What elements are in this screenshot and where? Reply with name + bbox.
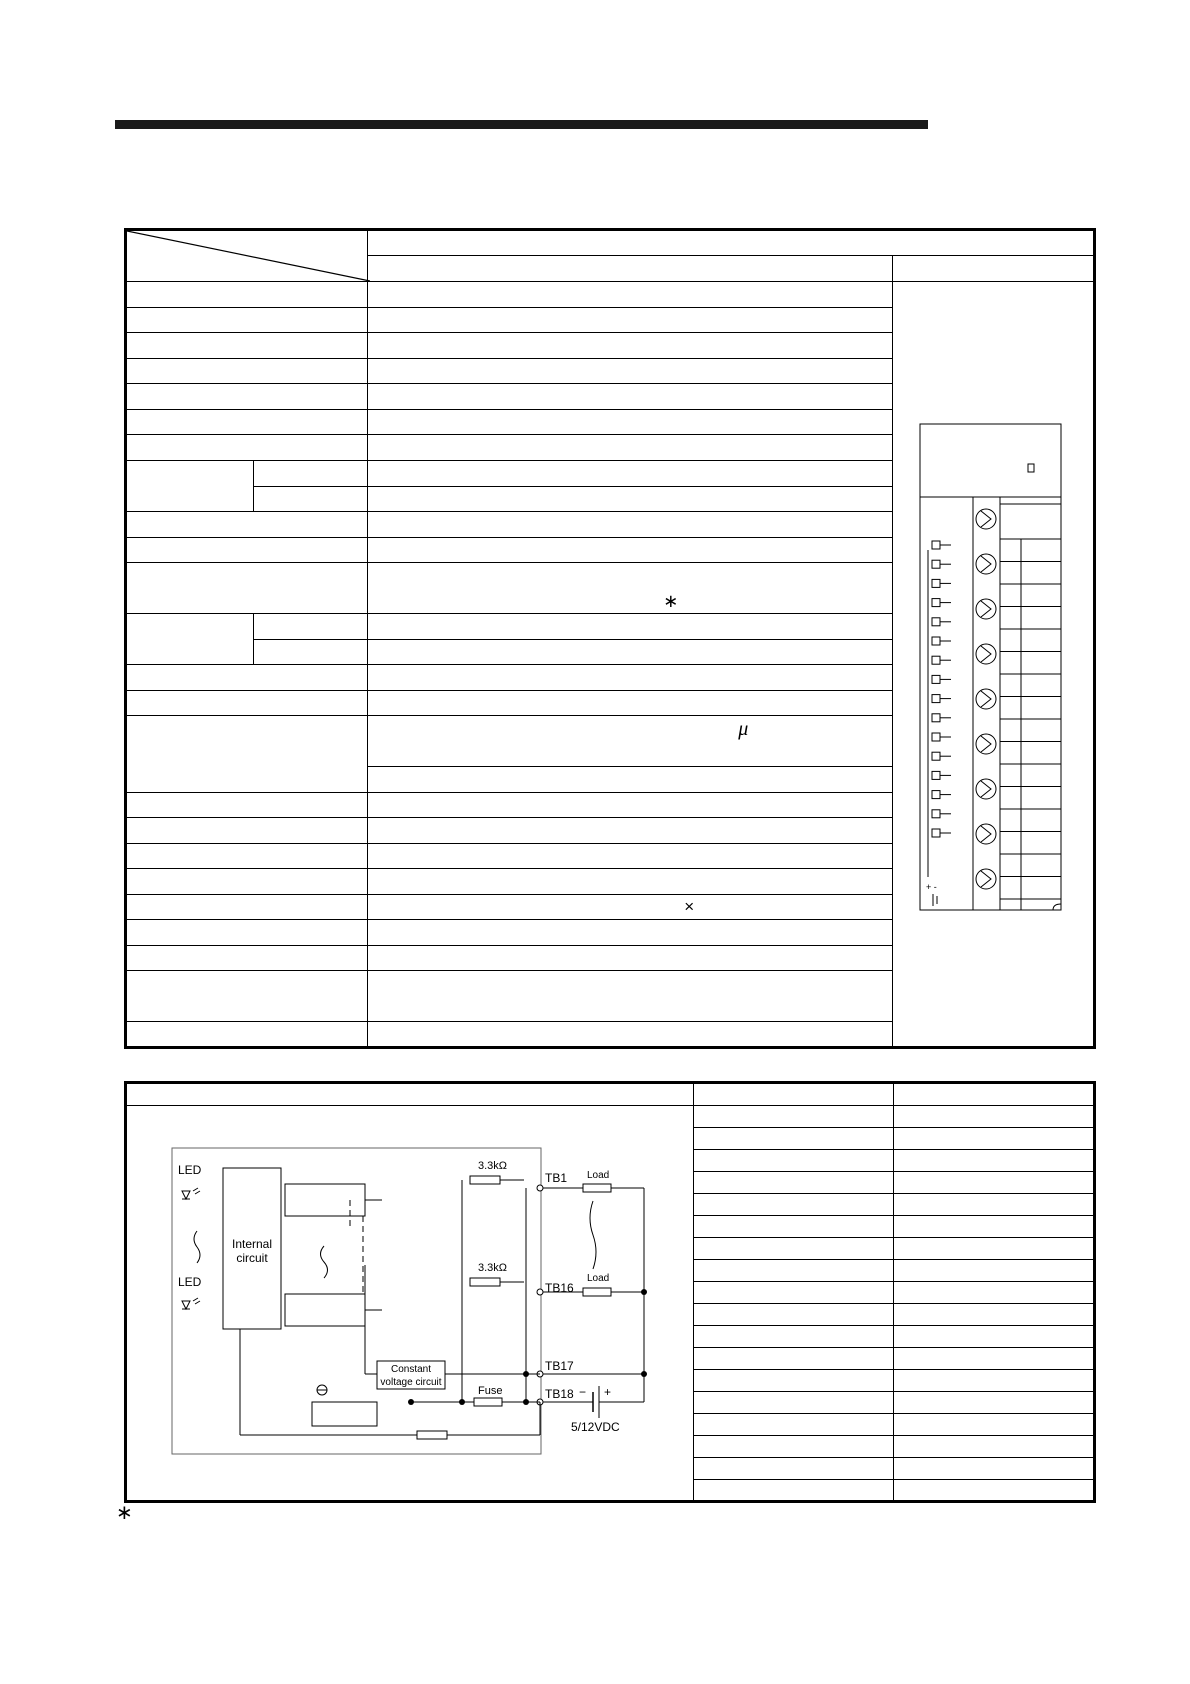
spec-row-value xyxy=(368,487,892,512)
spec-row-value xyxy=(368,538,892,563)
spec-row-value xyxy=(368,895,892,920)
signal-name-cell xyxy=(893,1106,1094,1128)
terminal-screw xyxy=(976,554,996,574)
spec-row-label xyxy=(126,665,368,691)
terminal-number-cell xyxy=(694,1436,893,1458)
spec-row-label xyxy=(126,895,368,920)
led-indicator xyxy=(932,695,940,703)
constant-voltage-label-2: voltage circuit xyxy=(380,1377,442,1388)
signal-name-cell xyxy=(893,1414,1094,1436)
spec-row-value xyxy=(368,844,892,869)
external-connection-diagram-cell xyxy=(126,1106,694,1502)
spec-row-label xyxy=(126,435,368,461)
spec-row-label xyxy=(126,793,368,818)
signal-name-cell xyxy=(893,1392,1094,1414)
spec-row-value xyxy=(368,333,892,359)
spec-row-label xyxy=(126,282,368,308)
terminal-screw-slot xyxy=(981,736,991,752)
terminal-header-cell xyxy=(694,1083,893,1106)
led-indicator xyxy=(932,829,940,837)
spec-row-value xyxy=(368,869,892,895)
terminal-number-cell xyxy=(694,1304,893,1326)
terminal-screw-slot xyxy=(981,646,991,662)
spec-row-label xyxy=(126,920,368,946)
resistor-label-mid: 3.3kΩ xyxy=(478,1262,508,1274)
specification-table xyxy=(124,228,1096,1049)
terminal-screw xyxy=(976,824,996,844)
terminal-number-cell xyxy=(694,1348,893,1370)
terminal-number-cell xyxy=(694,1326,893,1348)
spec-row-value xyxy=(368,971,892,1022)
signal-name-cell xyxy=(893,1348,1094,1370)
times-symbol: × xyxy=(684,897,695,916)
terminal-tb18-label: TB18 xyxy=(545,1387,574,1401)
asterisk-mark: ∗ xyxy=(663,591,679,611)
spec-row-sublabel xyxy=(253,640,368,665)
spec-row-sublabel xyxy=(253,487,368,512)
terminal-screw xyxy=(976,509,996,529)
spec-row-value xyxy=(368,716,892,767)
header-model-cell xyxy=(368,256,892,282)
signal-name-cell xyxy=(893,1128,1094,1150)
terminal-number-cell xyxy=(694,1260,893,1282)
spec-row-label xyxy=(126,512,368,538)
led-indicator xyxy=(932,656,940,664)
load-label-mid: Load xyxy=(587,1273,610,1284)
terminal-number-cell xyxy=(694,1458,893,1480)
terminal-screw-slot xyxy=(981,511,991,527)
led-indicator xyxy=(932,810,940,818)
module-appearance-cell xyxy=(892,282,1094,1048)
terminal-number-cell xyxy=(694,1414,893,1436)
led-indicator xyxy=(932,714,940,722)
led-indicator xyxy=(932,752,940,760)
diagonal-line xyxy=(127,231,370,283)
mu-symbol: μ xyxy=(738,718,749,740)
led-indicator xyxy=(932,637,940,645)
external-connection-diagram xyxy=(127,1106,697,1498)
led-icon xyxy=(182,1301,190,1309)
terminal-screw xyxy=(976,599,996,619)
section-title-bar xyxy=(115,120,928,129)
led-label-top: LED xyxy=(178,1163,202,1177)
spec-row-value xyxy=(368,461,892,487)
spec-row-label xyxy=(126,844,368,869)
terminal-screw xyxy=(976,689,996,709)
spec-row-group-label xyxy=(126,614,254,665)
spec-row-label xyxy=(126,1022,368,1048)
spec-row-label xyxy=(126,869,368,895)
spec-row-value xyxy=(368,920,892,946)
terminal-screw xyxy=(976,734,996,754)
led-indicator xyxy=(932,618,940,626)
header-spec-cell xyxy=(368,230,1095,256)
spec-row-value xyxy=(368,793,892,818)
supply-minus: − xyxy=(579,1385,587,1399)
terminal-number-cell xyxy=(694,1106,893,1128)
module-terminal-diagram xyxy=(893,282,1096,1052)
terminal-tb16-label: TB16 xyxy=(545,1281,574,1295)
terminal-screw-slot xyxy=(981,691,991,707)
spec-row-value xyxy=(368,640,892,665)
terminal-number-cell xyxy=(694,1172,893,1194)
spec-row-label xyxy=(126,384,368,410)
signal-header-cell xyxy=(893,1083,1094,1106)
header-appearance-cell xyxy=(892,256,1094,282)
spec-row-sublabel xyxy=(253,614,368,640)
spec-row-value xyxy=(368,359,892,384)
circuit-and-terminal-table xyxy=(124,1081,1096,1503)
load-label-top: Load xyxy=(587,1170,610,1181)
signal-name-cell xyxy=(893,1370,1094,1392)
terminal-screw-slot xyxy=(981,556,991,572)
terminal-number-cell xyxy=(694,1238,893,1260)
spec-row-value xyxy=(368,665,892,691)
resistor-label-top: 3.3kΩ xyxy=(478,1160,508,1172)
led-indicator xyxy=(932,579,940,587)
led-indicator xyxy=(932,791,940,799)
spec-row-sublabel xyxy=(253,461,368,487)
spec-row-value xyxy=(368,818,892,844)
signal-name-cell xyxy=(893,1150,1094,1172)
terminal-tb1-label: TB1 xyxy=(545,1171,568,1185)
led-indicator xyxy=(932,599,940,607)
spec-row-label xyxy=(126,359,368,384)
internal-circuit-label-2: circuit xyxy=(236,1251,268,1265)
signal-name-cell xyxy=(893,1238,1094,1260)
signal-name-cell xyxy=(893,1172,1094,1194)
led-indicator xyxy=(932,541,940,549)
circuit-header-cell xyxy=(126,1083,694,1106)
spec-row-value xyxy=(368,1022,892,1048)
spec-row-value xyxy=(368,308,892,333)
terminal-screw xyxy=(976,779,996,799)
spec-row-label xyxy=(126,946,368,971)
spec-row-label xyxy=(126,818,368,844)
spec-row-label xyxy=(126,691,368,716)
spec-row-label xyxy=(126,538,368,563)
terminal-number-cell xyxy=(694,1282,893,1304)
spec-row-label xyxy=(126,333,368,359)
signal-name-cell xyxy=(893,1194,1094,1216)
terminal-screw xyxy=(976,869,996,889)
terminal-screw-slot xyxy=(981,781,991,797)
spec-row-label xyxy=(126,716,368,793)
spec-row-label xyxy=(126,563,368,614)
header-corner-cell xyxy=(126,230,368,282)
spec-row-value xyxy=(368,614,892,640)
signal-name-cell xyxy=(893,1260,1094,1282)
signal-name-cell xyxy=(893,1326,1094,1348)
footnote-asterisk: ∗ xyxy=(116,1502,133,1524)
signal-name-cell xyxy=(893,1282,1094,1304)
terminal-number-cell xyxy=(694,1194,893,1216)
signal-name-cell xyxy=(893,1436,1094,1458)
plus-minus-label: + - xyxy=(925,882,937,892)
supply-plus: + xyxy=(604,1385,612,1399)
led-label-bottom: LED xyxy=(178,1275,202,1289)
spec-row-value xyxy=(368,691,892,716)
terminal-number-cell xyxy=(694,1216,893,1238)
spec-row-label xyxy=(126,308,368,333)
terminal-screw-slot xyxy=(981,826,991,842)
fuse-label: Fuse xyxy=(478,1385,503,1397)
spec-row-value xyxy=(368,384,892,410)
spec-row-label xyxy=(126,971,368,1022)
spec-row-value xyxy=(368,282,892,308)
constant-voltage-label-1: Constant xyxy=(390,1364,432,1375)
terminal-screw-slot xyxy=(981,601,991,617)
spec-row-value xyxy=(368,946,892,971)
spec-row-value xyxy=(368,767,892,793)
terminal-number-cell xyxy=(694,1480,893,1502)
terminal-number-cell xyxy=(694,1128,893,1150)
internal-circuit-label-1: Internal xyxy=(231,1237,273,1251)
signal-name-cell xyxy=(893,1304,1094,1326)
spec-row-group-label xyxy=(126,461,254,512)
signal-name-cell xyxy=(893,1480,1094,1502)
terminal-number-cell xyxy=(694,1392,893,1414)
led-indicator xyxy=(932,560,940,568)
signal-name-cell xyxy=(893,1216,1094,1238)
spec-row-value xyxy=(368,563,892,614)
led-indicator xyxy=(932,771,940,779)
supply-voltage-label: 5/12VDC xyxy=(571,1420,620,1434)
terminal-number-cell xyxy=(694,1370,893,1392)
spec-row-value xyxy=(368,512,892,538)
terminal-screw xyxy=(976,644,996,664)
led-indicator xyxy=(932,733,940,741)
led-icon xyxy=(182,1191,190,1199)
terminal-tb17-label: TB17 xyxy=(545,1359,574,1373)
terminal-screw-slot xyxy=(981,871,991,887)
spec-row-value xyxy=(368,435,892,461)
spec-row-value xyxy=(368,410,892,435)
led-indicator xyxy=(932,675,940,683)
spec-row-label xyxy=(126,410,368,435)
signal-name-cell xyxy=(893,1458,1094,1480)
terminal-number-cell xyxy=(694,1150,893,1172)
